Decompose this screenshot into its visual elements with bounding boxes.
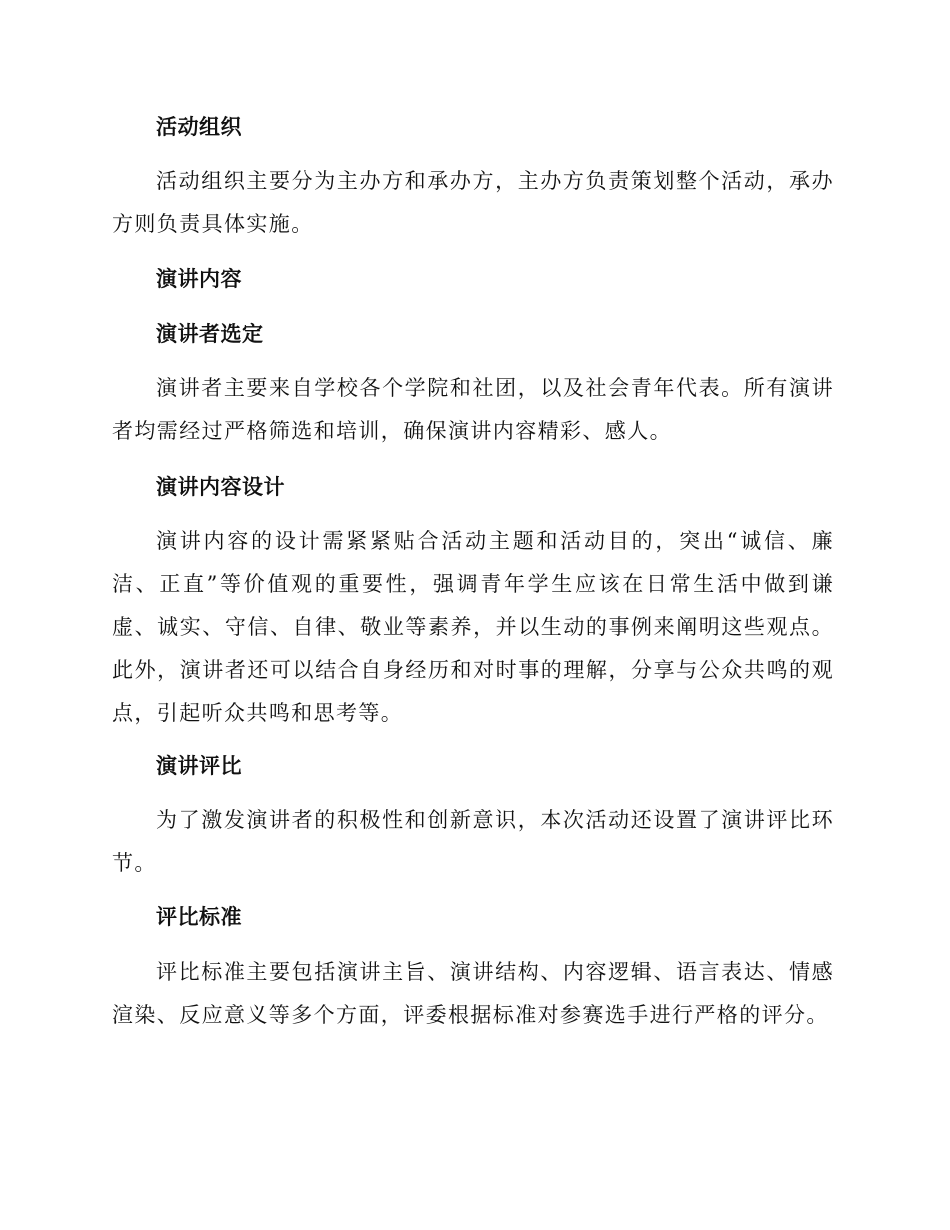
section-heading-speaker-selection: 演讲者选定: [156, 322, 264, 346]
paragraph-activity-organization: 活动组织主要分为主办方和承办方，主办方负责策划整个活动，承办方则负责具体实施。: [112, 169, 834, 236]
paragraph-speaker-selection: 演讲者主要来自学校各个学院和社团，以及社会青年代表。所有演讲者均需经过严格筛选和培训，确保演讲内容精彩、感人。: [112, 376, 834, 443]
section-heading-speech-design: 演讲内容设计: [156, 475, 285, 499]
paragraph-speech-design: 演讲内容的设计需紧紧贴合活动主题和活动目的，突出“诚信、廉洁、正直”等价值观的重要性，强调青年学生应该在日常生活中做到谦虚、诚实、守信、自律、敬业等素养，并以生动的事例来阐明这些观点。此外，演讲者还可以结合自身经历和对时事的理解，分享与公众共鸣的观点，引起听众共鸣和思考等。: [112, 529, 834, 725]
paragraph-judging-criteria: 评比标准主要包括演讲主旨、演讲结构、内容逻辑、语言表达、情感渲染、反应意义等多个方面，评委根据标准对参赛选手进行严格的评分。: [112, 960, 834, 1027]
paragraph-speech-contest: 为了激发演讲者的积极性和创新意识，本次活动还设置了演讲评比环节。: [112, 808, 834, 875]
section-heading-speech-content: 演讲内容: [156, 267, 242, 291]
section-heading-judging-criteria: 评比标准: [156, 905, 242, 929]
section-heading-speech-contest: 演讲评比: [156, 754, 242, 778]
section-heading-activity-organization: 活动组织: [156, 115, 242, 139]
